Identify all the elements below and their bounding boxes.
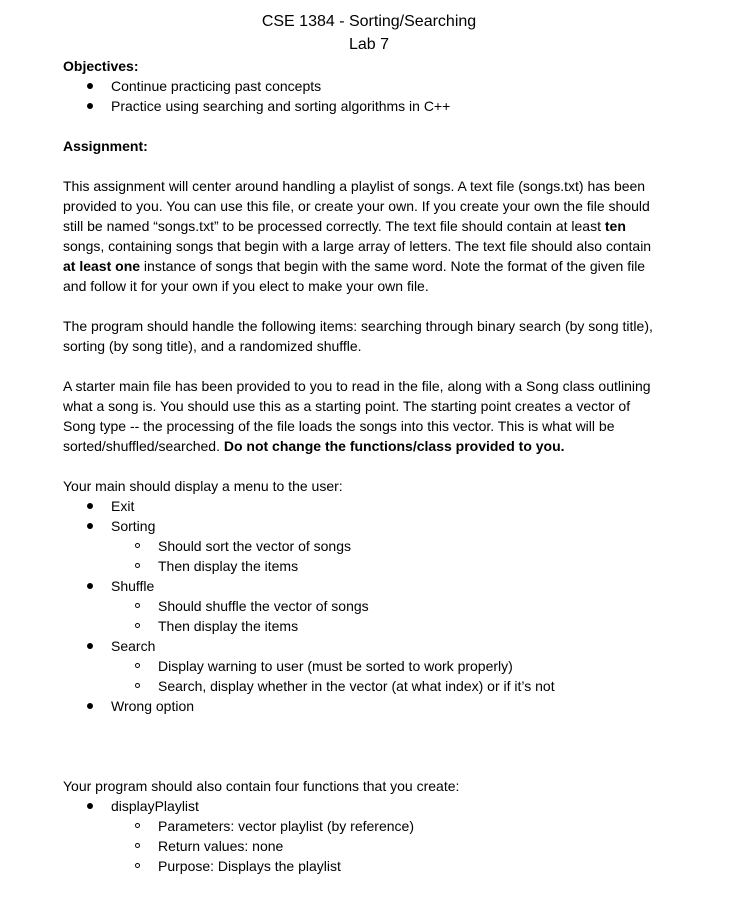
list-item bbox=[0, 496, 738, 516]
menu-option-wrong: Wrong option bbox=[111, 698, 195, 714]
objective-text: Practice using searching and sorting algorithms in C++ bbox=[111, 98, 451, 114]
sub-item-text: Parameters: vector playlist (by reference) bbox=[158, 818, 414, 834]
paragraph-text: still be named “songs.txt” to be processed correctly. The text file should contain at least bbox=[63, 218, 605, 234]
bullet-icon bbox=[87, 523, 93, 529]
objective-text: Continue practicing past concepts bbox=[111, 78, 322, 94]
hollow-bullet-icon bbox=[135, 843, 140, 848]
paragraph-line: Song type -- the processing of the file loads the songs into this vector. This is what will be bbox=[63, 418, 615, 434]
sub-item-text: Purpose: Displays the playlist bbox=[158, 858, 341, 874]
sub-list-item bbox=[0, 556, 738, 576]
sub-item-text: Then display the items bbox=[158, 618, 299, 634]
menu-option-search: Search bbox=[111, 638, 156, 654]
bullet-icon bbox=[87, 503, 93, 509]
hollow-bullet-icon bbox=[135, 863, 140, 868]
hollow-bullet-icon bbox=[135, 663, 140, 668]
paragraph-line bbox=[63, 256, 645, 276]
bullet-icon bbox=[87, 643, 93, 649]
hollow-bullet-icon bbox=[135, 683, 140, 688]
menu-intro: Your main should display a menu to the user: bbox=[63, 478, 343, 494]
hollow-bullet-icon bbox=[135, 603, 140, 608]
paragraph-line: A starter main file has been provided to you to read in the file, along with a Song class outlining bbox=[63, 378, 651, 394]
sub-list-item bbox=[0, 656, 738, 676]
hollow-bullet-icon bbox=[135, 543, 140, 548]
sub-list-item bbox=[0, 596, 738, 616]
list-item bbox=[0, 696, 738, 716]
sub-item-text: Search, display whether in the vector (at what index) or if it’s not bbox=[158, 678, 555, 694]
paragraph-line bbox=[63, 436, 565, 456]
paragraph-line: provided to you. You can use this file, or create your own. If you create your own the file should bbox=[63, 198, 650, 214]
paragraph-line: The program should handle the following items: searching through binary search (by song title), bbox=[63, 318, 653, 334]
paragraph-line: sorting (by song title), and a randomized shuffle. bbox=[63, 338, 362, 354]
list-item bbox=[0, 96, 738, 116]
list-item bbox=[0, 516, 738, 536]
sub-list-item bbox=[0, 836, 738, 856]
paragraph-line: This assignment will center around handling a playlist of songs. A text file (songs.txt) has been bbox=[63, 178, 646, 194]
sub-item-text: Display warning to user (must be sorted to work properly) bbox=[158, 658, 513, 674]
list-item bbox=[0, 76, 738, 96]
sub-item-text: Return values: none bbox=[158, 838, 284, 854]
paragraph-text: instance of songs that begin with the same word. Note the format of the given file bbox=[140, 258, 646, 274]
hollow-bullet-icon bbox=[135, 563, 140, 568]
sub-list-item bbox=[0, 536, 738, 556]
emphasis-text: Do not change the functions/class provided to you. bbox=[223, 438, 565, 454]
sub-list-item bbox=[0, 856, 738, 876]
bullet-icon bbox=[87, 803, 93, 809]
menu-option-sorting: Sorting bbox=[111, 518, 156, 534]
bullet-icon bbox=[87, 83, 93, 89]
list-item bbox=[0, 796, 738, 816]
emphasis-text: at least one bbox=[63, 258, 141, 274]
document-subtitle: Lab 7 bbox=[348, 36, 390, 53]
hollow-bullet-icon bbox=[135, 823, 140, 828]
assignment-heading: Assignment: bbox=[63, 138, 148, 154]
paragraph-line: and follow it for your own if you elect to make your own file. bbox=[63, 278, 429, 294]
functions-intro: Your program should also contain four functions that you create: bbox=[63, 778, 460, 794]
objectives-heading: Objectives: bbox=[63, 58, 139, 74]
sub-list-item bbox=[0, 676, 738, 696]
function-name: displayPlaylist bbox=[111, 798, 199, 814]
hollow-bullet-icon bbox=[135, 623, 140, 628]
paragraph-line: what a song is. You should use this as a starting point. The starting point creates a vector of bbox=[63, 398, 631, 414]
menu-option-shuffle: Shuffle bbox=[111, 578, 155, 594]
sub-item-text: Then display the items bbox=[158, 558, 299, 574]
list-item bbox=[0, 576, 738, 596]
sub-list-item bbox=[0, 616, 738, 636]
bullet-icon bbox=[87, 703, 93, 709]
bullet-icon bbox=[87, 583, 93, 589]
emphasis-text: ten bbox=[604, 218, 626, 234]
document-title: CSE 1384 - Sorting/Searching bbox=[261, 13, 477, 30]
sub-list-item bbox=[0, 816, 738, 836]
paragraph-line bbox=[63, 216, 626, 236]
paragraph-text: sorted/shuffled/searched. bbox=[63, 438, 224, 454]
paragraph-line: songs, containing songs that begin with a large array of letters. The text file should also contain bbox=[63, 238, 652, 254]
list-item bbox=[0, 636, 738, 656]
sub-item-text: Should sort the vector of songs bbox=[158, 538, 351, 554]
sub-item-text: Should shuffle the vector of songs bbox=[158, 598, 369, 614]
bullet-icon bbox=[87, 103, 93, 109]
menu-option-exit: Exit bbox=[111, 498, 135, 514]
